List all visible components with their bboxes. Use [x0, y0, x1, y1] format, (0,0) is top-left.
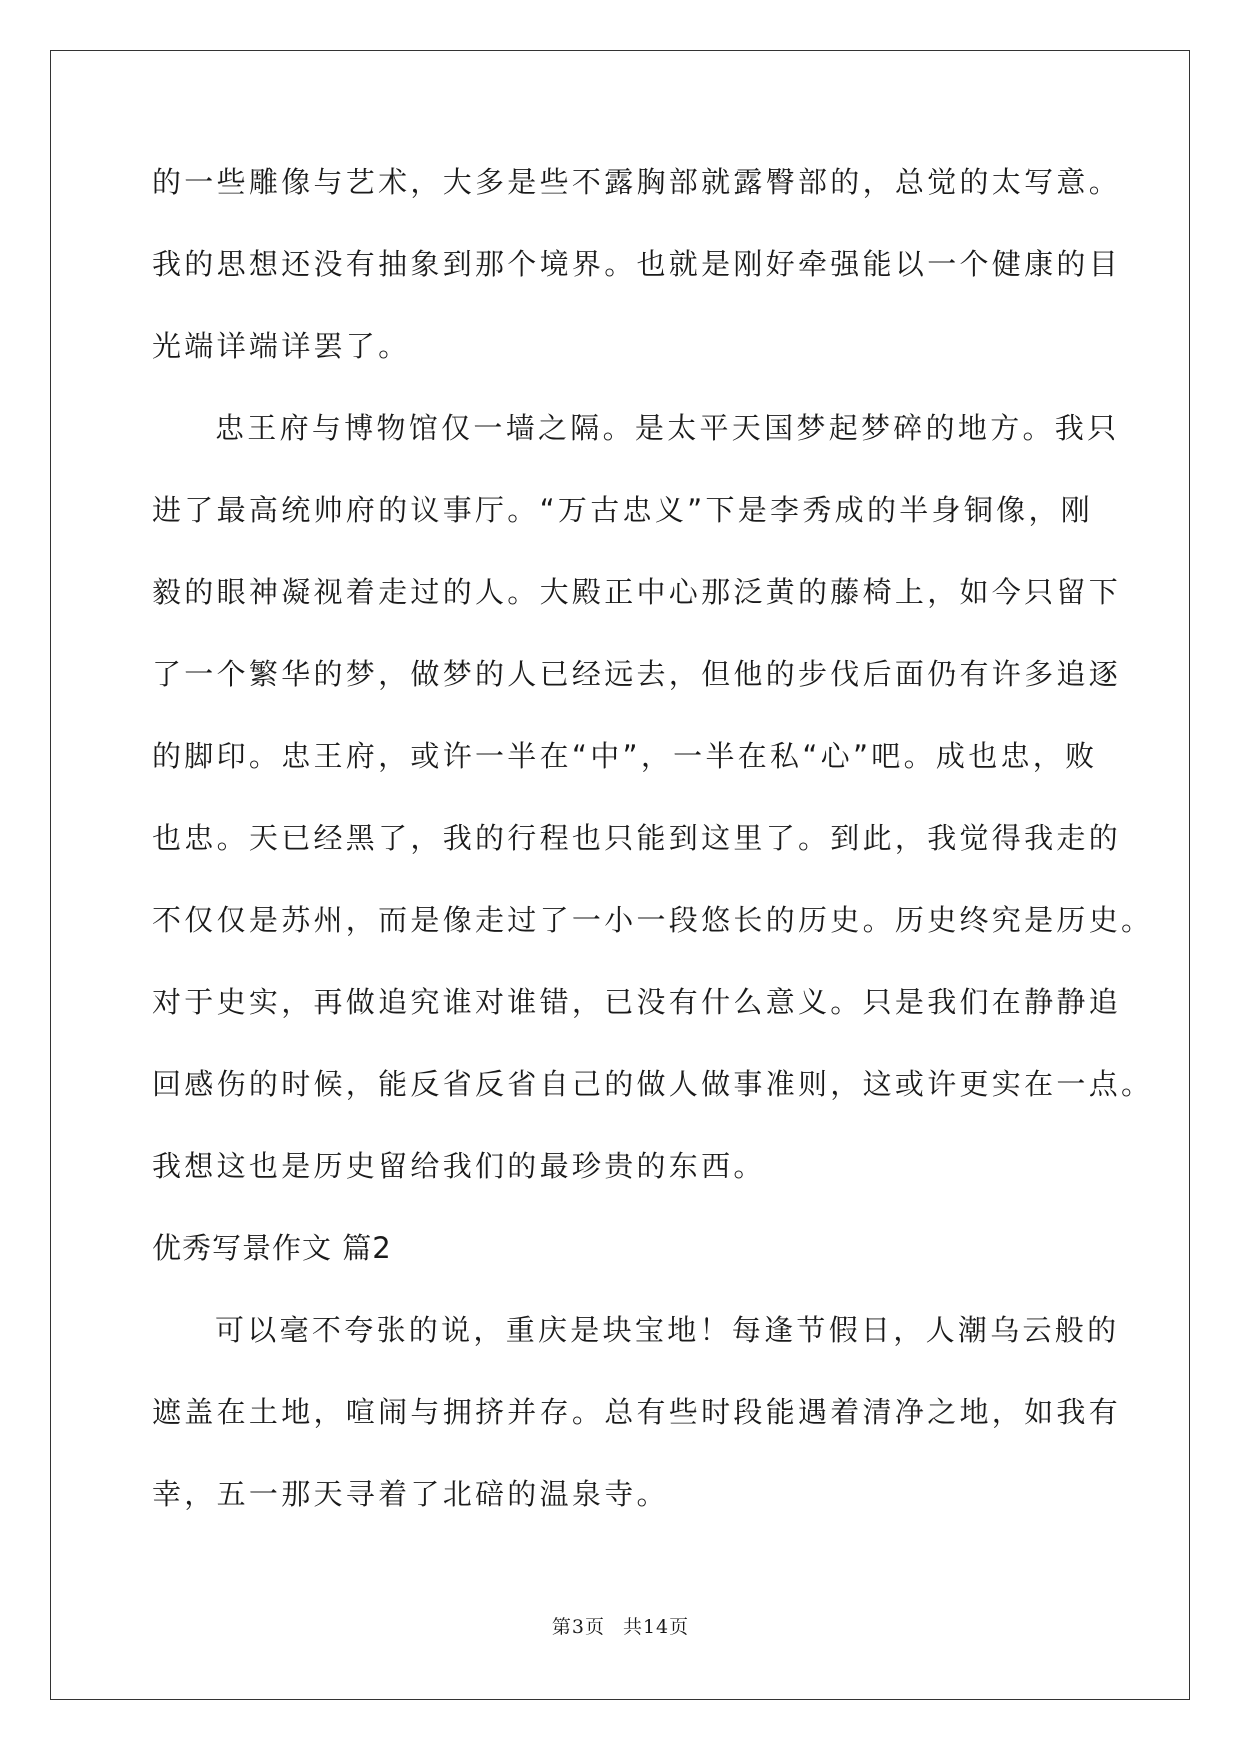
page-total: 共14页 — [622, 1616, 690, 1638]
text-line: 遮盖在土地，喧闹与拥挤并存。总有些时段能遇着清净之地，如我有 — [152, 1395, 1122, 1429]
text-line: 我想这也是历史留给我们的最珍贵的东西。 — [152, 1149, 766, 1183]
text-line: 的一些雕像与艺术，大多是些不露胸部就露臀部的，总觉的太写意。 — [152, 165, 1122, 199]
page-border — [50, 50, 1190, 1700]
text-line: 的脚印。忠王府，或许一半在“中”，一半在私“心”吧。成也忠，败 — [152, 739, 1098, 773]
page-number: 第3页 — [551, 1616, 605, 1638]
text-line: 忠王府与博物馆仅一墙之隔。是太平天国梦起梦碎的地方。我只 — [215, 411, 1120, 445]
text-line: 毅的眼神凝视着走过的人。大殿正中心那泛黄的藤椅上，如今只留下 — [152, 575, 1122, 609]
text-line: 不仅仅是苏州，而是像走过了一小一段悠长的历史。历史终究是历史。 — [152, 903, 1154, 937]
text-line: 可以毫不夸张的说，重庆是块宝地！每逢节假日，人潮乌云般的 — [215, 1313, 1120, 1347]
text-line: 回感伤的时候，能反省反省自己的做人做事准则，这或许更实在一点。 — [152, 1067, 1154, 1101]
text-line: 我的思想还没有抽象到那个境界。也就是刚好牵强能以一个健康的目 — [152, 247, 1122, 281]
section-heading: 优秀写景作文 篇2 — [152, 1231, 392, 1265]
text-line: 光端详端详罢了。 — [152, 329, 411, 363]
text-line: 了一个繁华的梦，做梦的人已经远去，但他的步伐后面仍有许多追逐 — [152, 657, 1122, 691]
text-line: 进了最高统帅府的议事厅。“万古忠义”下是李秀成的半身铜像，刚 — [152, 493, 1094, 527]
text-line: 也忠。天已经黑了，我的行程也只能到这里了。到此，我觉得我走的 — [152, 821, 1122, 855]
page-footer — [0, 1612, 1241, 1639]
text-line: 对于史实，再做追究谁对谁错，已没有什么意义。只是我们在静静追 — [152, 985, 1122, 1019]
text-line: 幸，五一那天寻着了北碚的温泉寺。 — [152, 1477, 669, 1511]
